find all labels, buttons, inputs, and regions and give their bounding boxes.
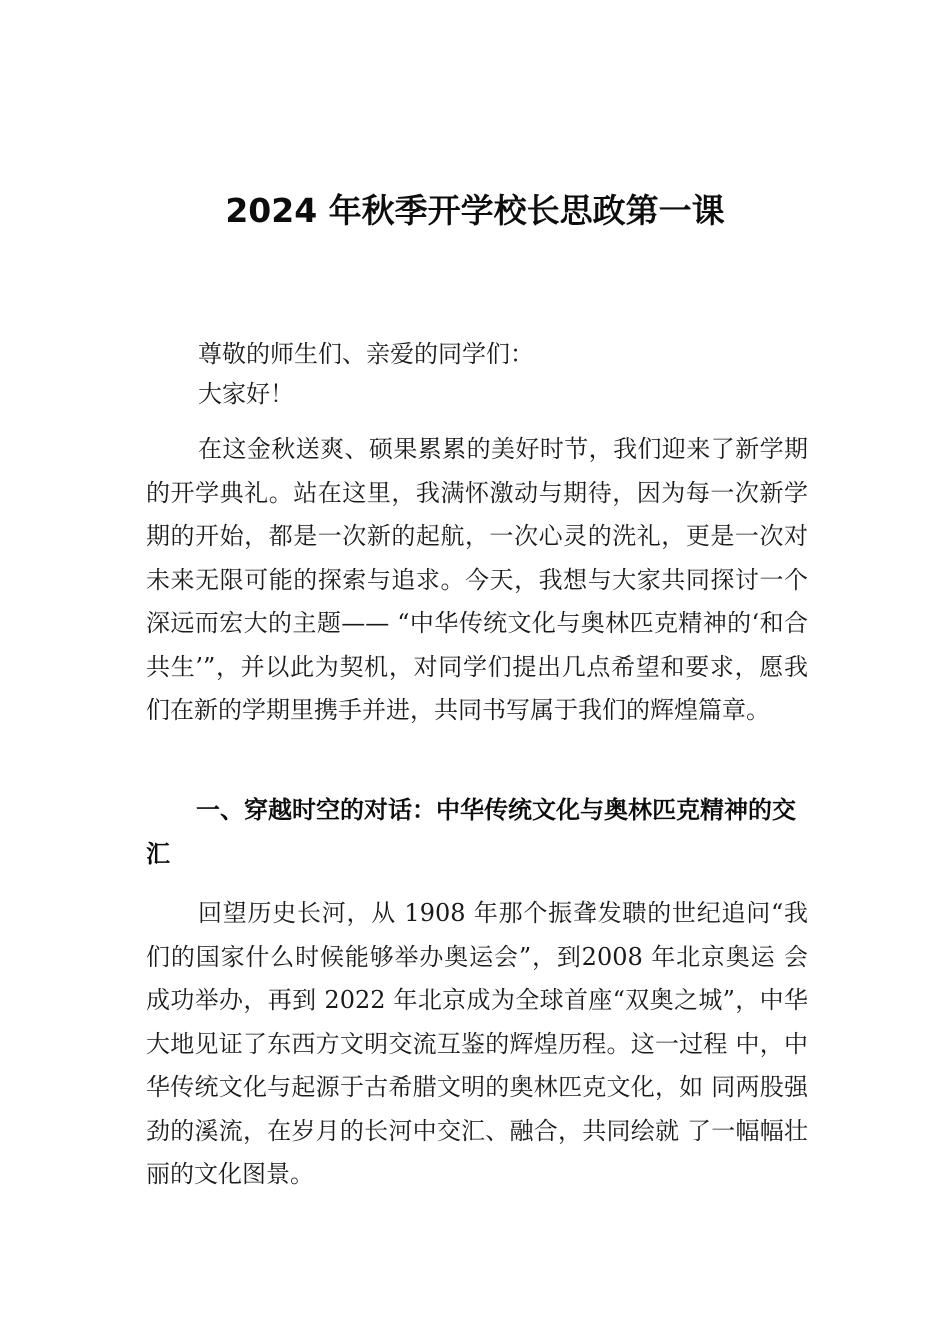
salutation-block — [146, 334, 808, 414]
body-paragraph-1: 在这金秋送爽、硕果累累的美好时节，我们迎来了新学期的开学典礼。站在这里，我满怀激动与期待，因为每一次新学期的开始，都是一次新的起航，一次心灵的洗礼，更是一次对未来无限可能的探索与追求。今天，我想与大家共同探讨一个深远而宏大的主题—— “中华传统文化与奥林匹克精神的‘和合共生’”，并以此为契机，对同学们提出几点希望和要求，愿我们在新的学期里携手并进，共同书写属于我们的辉煌篇章。 — [146, 435, 808, 724]
greeting-line: 大家好！ — [198, 380, 294, 408]
body-paragraph-2: 回望历史长河，从 1908 年那个振聋发聩的世纪追问“我 们的国家什么时候能够举办奥运会”，到2008 年北京奥运 会成功举办，再到 2022 年北京成为全球首座“双奥之城”，中华大地见证了东西方文明交流互鉴的辉煌历程。这一过程 中，中华传统文化与起源于古希腊文明的奥林匹克文化，如 同两股强劲的溪流，在岁月的长河中交汇、融合，共同绘就 了一幅幅壮丽的文化图景。 — [146, 899, 808, 1188]
document-title: 2024 年秋季开学校长思政第一课 — [225, 191, 725, 230]
section-heading-1: 一、穿越时空的对话：中华传统文化与奥林匹克精神的交汇 — [146, 796, 796, 868]
salutation-line: 尊敬的师生们、亲爱的同学们： — [198, 340, 534, 368]
